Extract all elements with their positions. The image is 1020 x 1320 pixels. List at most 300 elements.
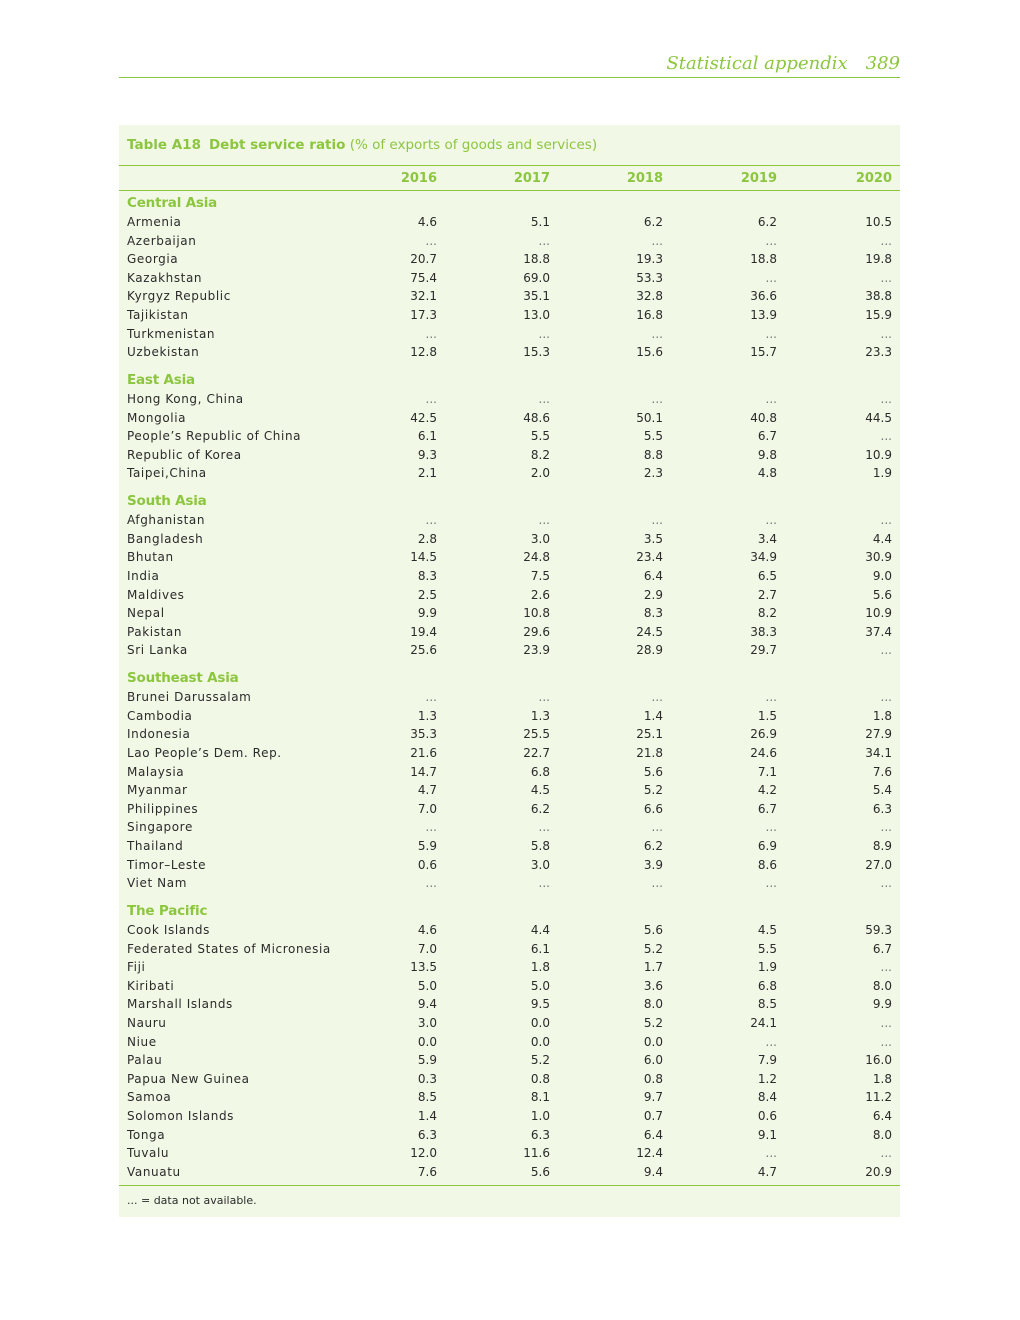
- table-row: [119, 586, 900, 605]
- value-cell: 12.4: [636, 1146, 663, 1161]
- value-cell: ...: [538, 326, 550, 341]
- value-cell: 0.8: [643, 1071, 663, 1086]
- value-cell: 0.8: [530, 1071, 550, 1086]
- value-cell: 25.6: [410, 643, 437, 658]
- table-row: [119, 1051, 900, 1070]
- table-row: [119, 511, 900, 530]
- value-cell: 23.9: [523, 643, 550, 658]
- value-cell: ...: [651, 690, 663, 705]
- value-cell: ...: [538, 392, 550, 406]
- value-cell: 0.0: [643, 1034, 663, 1049]
- value-cell: 29.6: [523, 624, 550, 639]
- value-cell: 1.4: [417, 1109, 437, 1123]
- value-cell: ...: [880, 1034, 892, 1049]
- value-cell: 9.9: [872, 997, 892, 1012]
- value-cell: 1.8: [872, 708, 892, 723]
- value-cell: ...: [765, 1034, 777, 1049]
- value-cell: ...: [765, 513, 777, 528]
- country-name: Philippines: [127, 801, 199, 816]
- value-cell: ...: [538, 820, 550, 835]
- year-header: 2020: [855, 171, 892, 186]
- table-row: [119, 707, 900, 726]
- country-name: Bhutan: [127, 550, 174, 565]
- value-cell: 17.3: [410, 308, 437, 322]
- country-name: Thailand: [127, 839, 184, 853]
- value-cell: 8.8: [643, 447, 663, 462]
- value-cell: ...: [880, 820, 892, 835]
- table-row: [119, 269, 900, 288]
- country-name: Fiji: [127, 960, 146, 975]
- value-cell: 6.4: [643, 569, 663, 583]
- value-cell: ...: [765, 876, 777, 891]
- value-cell: 4.5: [530, 783, 550, 798]
- table-row: [119, 325, 900, 344]
- group-title: Central Asia: [127, 195, 218, 211]
- country-name: Malaysia: [127, 764, 185, 779]
- country-name: Cambodia: [127, 708, 193, 723]
- value-cell: 6.6: [643, 801, 663, 816]
- value-cell: 5.2: [643, 783, 663, 798]
- country-name: Nepal: [127, 606, 165, 621]
- value-cell: 53.3: [636, 270, 663, 285]
- value-cell: 1.7: [643, 960, 663, 975]
- value-cell: 69.0: [523, 270, 550, 285]
- country-name: Indonesia: [127, 727, 191, 742]
- value-cell: 6.1: [417, 429, 437, 444]
- value-cell: ...: [765, 1146, 777, 1161]
- value-cell: 5.6: [643, 764, 663, 779]
- country-name: Afghanistan: [127, 513, 206, 528]
- value-cell: 26.9: [750, 727, 777, 742]
- value-cell: ...: [880, 1016, 892, 1030]
- group-title: Southeast Asia: [127, 670, 239, 687]
- country-name: Tuvalu: [127, 1146, 170, 1161]
- value-cell: 5.5: [643, 429, 663, 444]
- value-cell: ...: [425, 233, 437, 248]
- value-cell: 2.1: [417, 466, 437, 481]
- table-row: [119, 641, 900, 660]
- table-row: [119, 995, 900, 1014]
- value-cell: 29.7: [750, 643, 777, 658]
- value-cell: 6.5: [757, 569, 777, 583]
- value-cell: ...: [880, 233, 892, 248]
- country-name: Nauru: [127, 1016, 167, 1030]
- value-cell: 38.8: [865, 289, 892, 304]
- value-cell: 32.8: [636, 289, 663, 304]
- running-head-title: Statistical appendix: [666, 53, 848, 74]
- value-cell: 59.3: [865, 923, 892, 937]
- country-name: Kazakhstan: [127, 270, 203, 285]
- value-cell: 10.9: [865, 606, 892, 621]
- table-row: [119, 287, 900, 306]
- value-cell: 18.8: [750, 252, 777, 267]
- value-cell: 8.3: [417, 569, 437, 583]
- value-cell: ...: [880, 690, 892, 705]
- value-cell: 3.9: [643, 857, 663, 872]
- country-name: Palau: [127, 1053, 163, 1068]
- value-cell: 16.8: [636, 308, 663, 322]
- year-header: 2019: [740, 171, 777, 186]
- value-cell: 8.6: [757, 857, 777, 872]
- value-cell: 12.8: [410, 345, 437, 360]
- value-cell: 10.8: [523, 606, 550, 621]
- country-name: Tajikistan: [127, 308, 189, 322]
- value-cell: 28.9: [636, 643, 663, 658]
- table-row: [119, 1033, 900, 1052]
- value-cell: 7.1: [757, 764, 777, 779]
- value-cell: 8.3: [643, 606, 663, 621]
- value-cell: 6.2: [643, 215, 663, 229]
- value-cell: 5.2: [530, 1053, 550, 1068]
- table-row: [119, 232, 900, 251]
- value-cell: 25.5: [523, 727, 550, 742]
- group-title: South Asia: [127, 493, 207, 510]
- value-cell: 34.9: [750, 550, 777, 565]
- table-row: [119, 409, 900, 428]
- table-row: [119, 800, 900, 819]
- value-cell: 11.6: [523, 1146, 550, 1161]
- value-cell: 5.0: [530, 978, 550, 993]
- table-row: [119, 530, 900, 549]
- value-cell: 2.9: [643, 587, 663, 602]
- value-cell: 0.0: [530, 1034, 550, 1049]
- value-cell: 5.4: [872, 783, 892, 798]
- country-name: Niue: [127, 1034, 157, 1049]
- value-cell: 9.0: [872, 569, 892, 583]
- value-cell: 19.3: [636, 252, 663, 267]
- value-cell: 5.6: [872, 587, 892, 602]
- year-header: 2016: [400, 171, 437, 186]
- value-cell: 36.6: [750, 289, 777, 304]
- table-row: [119, 1126, 900, 1145]
- table-row: [119, 567, 900, 586]
- value-cell: 5.6: [530, 1164, 550, 1179]
- country-name: Timor–Leste: [127, 857, 207, 872]
- value-cell: 1.0: [530, 1109, 550, 1123]
- country-name: Vanuatu: [127, 1164, 181, 1179]
- value-cell: 0.3: [417, 1071, 437, 1086]
- value-cell: 1.2: [757, 1071, 777, 1086]
- value-cell: ...: [425, 690, 437, 705]
- value-cell: 2.0: [530, 466, 550, 481]
- value-cell: 8.0: [872, 978, 892, 993]
- value-cell: ...: [538, 233, 550, 248]
- table-row: [119, 390, 900, 409]
- value-cell: 8.2: [530, 447, 550, 462]
- value-cell: 5.9: [417, 1053, 437, 1068]
- country-name: Turkmenistan: [127, 326, 216, 341]
- country-name: Samoa: [127, 1090, 172, 1105]
- table-row: [119, 623, 900, 642]
- year-header: 2018: [626, 171, 663, 186]
- country-name: Solomon Islands: [127, 1109, 235, 1123]
- country-name: Maldives: [127, 587, 185, 602]
- country-name: Azerbaijan: [127, 233, 197, 248]
- table-row: [119, 1088, 900, 1107]
- value-cell: 3.6: [643, 978, 663, 993]
- value-cell: 48.6: [523, 410, 550, 425]
- table-row: [119, 1163, 900, 1182]
- table-row: [119, 958, 900, 977]
- value-cell: 8.0: [872, 1127, 892, 1142]
- country-name: Mongolia: [127, 410, 187, 425]
- value-cell: 1.4: [643, 708, 663, 723]
- value-cell: ...: [765, 270, 777, 285]
- value-cell: ...: [425, 513, 437, 528]
- value-cell: 4.4: [530, 923, 550, 937]
- value-cell: 8.1: [530, 1090, 550, 1105]
- value-cell: ...: [425, 392, 437, 406]
- country-name: Republic of Korea: [127, 447, 242, 462]
- value-cell: 7.6: [417, 1164, 437, 1179]
- value-cell: 8.5: [757, 997, 777, 1012]
- table-row: [119, 306, 900, 325]
- value-cell: 40.8: [750, 410, 777, 425]
- value-cell: ...: [651, 876, 663, 891]
- year-header: 2017: [513, 171, 550, 186]
- value-cell: 14.5: [410, 550, 437, 565]
- value-cell: ...: [765, 233, 777, 248]
- country-name: Papua New Guinea: [127, 1071, 250, 1086]
- value-cell: 5.1: [530, 215, 550, 229]
- value-cell: 3.0: [530, 531, 550, 546]
- value-cell: 1.3: [530, 708, 550, 723]
- country-name: People’s Republic of China: [127, 429, 302, 444]
- country-name: Singapore: [127, 820, 193, 835]
- value-cell: 6.3: [530, 1127, 550, 1142]
- value-cell: 6.8: [757, 978, 777, 993]
- value-cell: 9.4: [643, 1164, 663, 1179]
- value-cell: 21.6: [410, 746, 437, 760]
- value-cell: 9.5: [530, 997, 550, 1012]
- table-panel: [119, 125, 900, 1217]
- value-cell: 35.1: [523, 289, 550, 304]
- table-row: [119, 343, 900, 362]
- value-cell: 6.4: [643, 1127, 663, 1142]
- value-cell: 25.1: [636, 727, 663, 742]
- country-name: Cook Islands: [127, 923, 210, 937]
- value-cell: 19.8: [865, 252, 892, 267]
- value-cell: ...: [651, 233, 663, 248]
- value-cell: 15.9: [865, 308, 892, 322]
- table-row: [119, 688, 900, 707]
- table-title: [127, 136, 597, 154]
- value-cell: 8.2: [757, 606, 777, 621]
- value-cell: 15.6: [636, 345, 663, 360]
- value-cell: 20.7: [410, 252, 437, 267]
- country-name: Georgia: [127, 252, 179, 267]
- country-name: Bangladesh: [127, 531, 204, 546]
- value-cell: ...: [880, 392, 892, 406]
- table-row: [119, 1107, 900, 1126]
- value-cell: ...: [880, 643, 892, 658]
- value-cell: 37.4: [865, 624, 892, 639]
- value-cell: 9.8: [757, 447, 777, 462]
- value-cell: 5.8: [530, 839, 550, 853]
- value-cell: ...: [880, 326, 892, 341]
- table-row: [119, 1014, 900, 1033]
- value-cell: 13.0: [523, 308, 550, 322]
- table-row: [119, 446, 900, 465]
- value-cell: 5.5: [530, 429, 550, 444]
- country-name: Uzbekistan: [127, 345, 200, 360]
- value-cell: 6.7: [757, 429, 777, 444]
- value-cell: 9.9: [417, 606, 437, 621]
- value-cell: 19.4: [410, 624, 437, 639]
- value-cell: ...: [880, 270, 892, 285]
- bottom-rule: [119, 1185, 900, 1186]
- value-cell: 7.0: [417, 801, 437, 816]
- value-cell: 6.9: [757, 839, 777, 853]
- value-cell: 1.8: [872, 1071, 892, 1086]
- value-cell: 20.9: [865, 1164, 892, 1179]
- value-cell: 6.2: [643, 839, 663, 853]
- table-row: [119, 763, 900, 782]
- value-cell: ...: [765, 392, 777, 406]
- table-row: [119, 818, 900, 837]
- value-cell: 4.8: [757, 466, 777, 481]
- value-cell: ...: [880, 876, 892, 891]
- value-cell: 4.6: [417, 215, 437, 229]
- value-cell: 4.6: [417, 923, 437, 937]
- value-cell: 5.2: [643, 1016, 663, 1030]
- table-row: [119, 604, 900, 623]
- value-cell: 23.3: [865, 345, 892, 360]
- value-cell: ...: [425, 820, 437, 835]
- value-cell: 15.3: [523, 345, 550, 360]
- value-cell: ...: [880, 429, 892, 444]
- value-cell: 13.5: [410, 960, 437, 975]
- table-row: [119, 921, 900, 940]
- value-cell: 7.5: [530, 569, 550, 583]
- value-cell: 10.5: [865, 215, 892, 229]
- value-cell: 10.9: [865, 447, 892, 462]
- country-name: Federated States of Micronesia: [127, 941, 331, 956]
- value-cell: 6.0: [643, 1053, 663, 1068]
- value-cell: 8.5: [417, 1090, 437, 1105]
- value-cell: 7.9: [757, 1053, 777, 1068]
- value-cell: 13.9: [750, 308, 777, 322]
- value-cell: 6.1: [530, 941, 550, 956]
- value-cell: 0.6: [417, 857, 437, 872]
- value-cell: 35.3: [410, 727, 437, 742]
- value-cell: 4.7: [417, 783, 437, 798]
- table-row: [119, 940, 900, 959]
- title-rule: [119, 165, 900, 166]
- value-cell: 6.8: [530, 764, 550, 779]
- value-cell: 4.7: [757, 1164, 777, 1179]
- value-cell: 1.9: [872, 466, 892, 481]
- value-cell: 12.0: [410, 1146, 437, 1161]
- value-cell: ...: [538, 513, 550, 528]
- value-cell: 1.3: [417, 708, 437, 723]
- value-cell: 0.0: [417, 1034, 437, 1049]
- country-name: Taipei,China: [127, 466, 207, 481]
- value-cell: 30.9: [865, 550, 892, 565]
- table-row: [119, 874, 900, 893]
- value-cell: 9.4: [417, 997, 437, 1012]
- value-cell: ...: [880, 1146, 892, 1161]
- country-name: Tonga: [127, 1127, 166, 1142]
- value-cell: ...: [651, 392, 663, 406]
- value-cell: 11.2: [865, 1090, 892, 1105]
- table-number: Table A18: [127, 137, 201, 153]
- value-cell: 2.3: [643, 466, 663, 481]
- country-name: Armenia: [127, 215, 182, 229]
- value-cell: 5.2: [643, 941, 663, 956]
- value-cell: ...: [765, 690, 777, 705]
- value-cell: 9.1: [757, 1127, 777, 1142]
- group-title: The Pacific: [127, 903, 208, 919]
- value-cell: 5.5: [757, 941, 777, 956]
- value-cell: 7.0: [417, 941, 437, 956]
- table-name: Debt service ratio: [208, 137, 346, 153]
- value-cell: 6.3: [872, 801, 892, 816]
- value-cell: 14.7: [410, 764, 437, 779]
- value-cell: 38.3: [750, 624, 777, 639]
- group-title: East Asia: [127, 372, 195, 388]
- value-cell: 0.7: [643, 1109, 663, 1123]
- value-cell: 0.0: [530, 1016, 550, 1030]
- country-name: Pakistan: [127, 624, 183, 639]
- table-row: [119, 250, 900, 269]
- value-cell: 27.0: [865, 857, 892, 872]
- value-cell: 21.8: [636, 746, 663, 760]
- page-number: 389: [865, 53, 900, 74]
- value-cell: 34.1: [865, 746, 892, 760]
- value-cell: 1.8: [530, 960, 550, 975]
- value-cell: 42.5: [410, 410, 437, 425]
- value-cell: ...: [538, 876, 550, 891]
- country-name: India: [127, 569, 160, 583]
- table-row: [119, 781, 900, 800]
- value-cell: 24.1: [750, 1016, 777, 1030]
- value-cell: 2.6: [530, 587, 550, 602]
- value-cell: 3.0: [417, 1016, 437, 1030]
- value-cell: 75.4: [410, 270, 437, 285]
- value-cell: 2.8: [417, 531, 437, 546]
- value-cell: 8.0: [643, 997, 663, 1012]
- value-cell: 0.6: [757, 1109, 777, 1123]
- table-row: [119, 725, 900, 744]
- value-cell: 4.5: [757, 923, 777, 937]
- table-row: [119, 744, 900, 763]
- table-row: [119, 1144, 900, 1163]
- table-row: [119, 213, 900, 232]
- value-cell: 16.0: [865, 1053, 892, 1068]
- table-row: [119, 464, 900, 483]
- value-cell: 24.8: [523, 550, 550, 565]
- value-cell: ...: [538, 690, 550, 705]
- table-row: [119, 548, 900, 567]
- value-cell: 5.0: [417, 978, 437, 993]
- value-cell: 6.4: [872, 1109, 892, 1123]
- value-cell: 4.4: [872, 531, 892, 546]
- value-cell: 6.2: [530, 801, 550, 816]
- value-cell: 27.9: [865, 727, 892, 742]
- running-head: [119, 50, 900, 78]
- table-unit: (% of exports of goods and services): [349, 137, 598, 153]
- value-cell: 22.7: [523, 746, 550, 760]
- value-cell: 15.7: [750, 345, 777, 360]
- value-cell: 23.4: [636, 550, 663, 565]
- value-cell: 6.7: [872, 941, 892, 956]
- value-cell: 6.3: [417, 1127, 437, 1142]
- value-cell: ...: [425, 326, 437, 341]
- footnote: ... = data not available.: [127, 1194, 257, 1207]
- value-cell: 24.6: [750, 746, 777, 760]
- value-cell: 5.9: [417, 839, 437, 853]
